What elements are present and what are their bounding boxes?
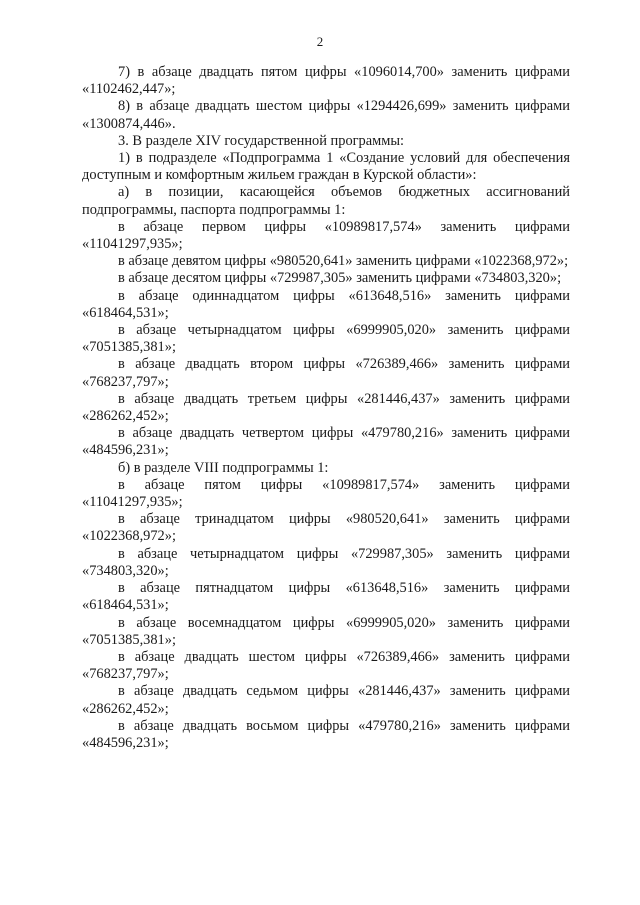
section-3-heading: 3. В разделе XIV государственной программы:: [118, 132, 404, 149]
amendment-line: в абзаце десятом цифры «729987,305» заменить цифрами «734803,320»;: [118, 270, 562, 287]
amendment-line: в абзаце двадцать седьмом цифры «281446,437» заменить цифрами «286262,452»;: [82, 683, 570, 717]
amendment-line: в абзаце пятнадцатом цифры «613648,516» заменить цифрами «618464,531»;: [82, 580, 570, 614]
amendment-line: в абзаце двадцать четвертом цифры «479780,216» заменить цифрами «484596,231»;: [82, 425, 570, 459]
page-number: 2: [316, 34, 324, 49]
amendment-line: в абзаце четырнадцатом цифры «729987,305» заменить цифрами «734803,320»;: [82, 545, 570, 579]
subsection-1-subprogram: 1) в подразделе «Подпрограмма 1 «Создание условий для обеспечения доступным и комфортным жильем граждан в Курской области»:: [82, 150, 570, 184]
amendment-line: в абзаце первом цифры «10989817,574» заменить цифрами «11041297,935»;: [82, 218, 570, 253]
document-body: [82, 64, 570, 752]
amendment-line: в абзаце девятом цифры «980520,641» заменить цифрами «1022368,972»;: [118, 253, 569, 270]
amendment-line: в абзаце двадцать восьмом цифры «479780,216» заменить цифрами «484596,231»;: [82, 717, 570, 751]
amendment-line: в абзаце одиннадцатом цифры «613648,516» заменить цифрами «618464,531»;: [82, 287, 570, 321]
paragraph-8-abzac-26: 8) в абзаце двадцать шестом цифры «1294426,699» заменить цифрами «1300874,446».: [82, 98, 570, 132]
amendment-line: в абзаце пятом цифры «10989817,574» заменить цифрами «11041297,935»;: [82, 476, 570, 511]
amendment-line: в абзаце двадцать втором цифры «726389,466» заменить цифрами «768237,797»;: [82, 356, 570, 390]
amendment-line: в абзаце восемнадцатом цифры «6999905,020» заменить цифрами «7051385,381»;: [82, 614, 570, 648]
amendment-line: в абзаце тринадцатом цифры «980520,641» заменить цифрами «1022368,972»;: [82, 511, 570, 545]
amendment-line: в абзаце двадцать третьем цифры «281446,437» заменить цифрами «286262,452»;: [82, 390, 570, 425]
item-b-section-8: б) в разделе VIII подпрограммы 1:: [118, 459, 329, 476]
item-a-passport: а) в позиции, касающейся объемов бюджетных ассигнований подпрограммы, паспорта подпрограммы 1:: [82, 184, 570, 218]
amendment-line: в абзаце четырнадцатом цифры «6999905,020» заменить цифрами «7051385,381»;: [82, 322, 570, 356]
paragraph-7-abzac-25: 7) в абзаце двадцать пятом цифры «1096014,700» заменить цифрами «1102462,447»;: [82, 64, 570, 98]
amendment-line: в абзаце двадцать шестом цифры «726389,466» заменить цифрами «768237,797»;: [82, 648, 570, 683]
